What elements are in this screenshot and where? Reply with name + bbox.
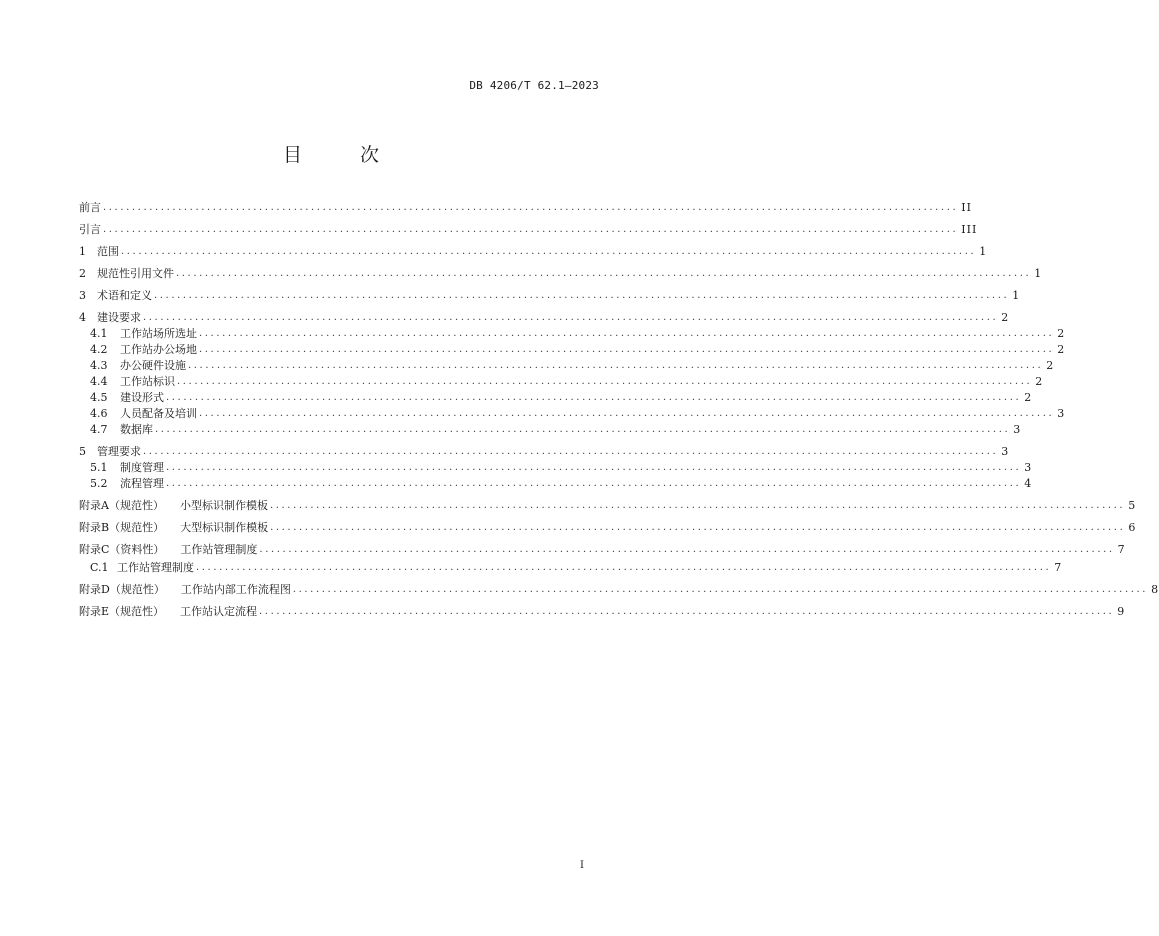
toc-leader-dots: .................................................................................................................................................... [121, 246, 977, 257]
toc-leader-dots: .................................................................................................................................................... [259, 544, 1115, 555]
toc-entry-number: 附录A（规范性） [79, 499, 164, 512]
toc-entry-label: 工作站办公场地 [120, 343, 197, 356]
toc-entry-4-3[interactable] [79, 359, 1055, 373]
toc-entry-page: 2 [1057, 343, 1066, 356]
toc-entry-label: 工作站场所选址 [120, 327, 197, 340]
toc-entry-label: 建设形式 [120, 391, 164, 404]
toc-entry-label: 人员配备及培训 [120, 407, 197, 420]
toc-entry-page: 8 [1151, 583, 1159, 596]
toc-leader-dots: .................................................................................................................................................... [154, 290, 1010, 301]
page-number: I [580, 860, 584, 871]
toc-entry-label: 工作站标识 [120, 375, 175, 388]
toc-leader-dots: .................................................................................................................................................... [166, 392, 1022, 403]
toc-entry-number: 5 [79, 445, 86, 458]
toc-entry-page: 5 [1128, 499, 1137, 512]
toc-entry-page: 9 [1117, 605, 1126, 618]
toc-entry-page: 7 [1117, 543, 1126, 556]
toc-leader-dots: .................................................................................................................................................... [199, 328, 1055, 339]
toc-entry-label: 工作站管理制度 [180, 543, 258, 556]
toc-entry-label: 工作站内部工作流程图 [180, 583, 291, 596]
toc-entry-label: 流程管理 [120, 477, 164, 490]
toc-entry-foreword[interactable] [79, 201, 972, 215]
toc-entry-page: 6 [1128, 521, 1137, 534]
toc-entry-appendix-b[interactable] [79, 521, 1137, 535]
toc-entry-page: 2 [1024, 391, 1033, 404]
toc-entry-number: 附录B（规范性） [79, 521, 165, 534]
toc-entry-label: 术语和定义 [97, 289, 152, 302]
toc-entry-4[interactable] [79, 311, 1010, 325]
toc-leader-dots: .................................................................................................................................................... [166, 478, 1022, 489]
toc-entry-2[interactable] [79, 267, 1043, 281]
toc-entry-number: 4.5 [90, 391, 108, 404]
toc-entry-number: 1 [79, 245, 86, 258]
toc-entry-number: 4.7 [90, 423, 108, 436]
toc-entry-number: 2 [79, 267, 86, 280]
toc-entry-page: 2 [1057, 327, 1066, 340]
toc-entry-page: II [961, 201, 972, 214]
toc-entry-appendix-e[interactable] [79, 605, 1126, 619]
toc-entry-introduction[interactable] [79, 223, 978, 237]
toc-entry-number: 5.1 [90, 461, 108, 474]
toc-entry-page: III [961, 223, 978, 236]
toc-leader-dots: .................................................................................................................................................... [155, 424, 1011, 435]
toc-leader-dots: .................................................................................................................................................... [199, 408, 1055, 419]
toc-entry-number: C.1 [90, 561, 109, 574]
toc-entry-label: 前言 [79, 201, 101, 214]
toc-entry-page: 4 [1024, 477, 1033, 490]
toc-leader-dots: .................................................................................................................................................... [269, 500, 1126, 511]
toc-entry-number: 4 [79, 311, 86, 324]
toc-entry-4-1[interactable] [79, 327, 1066, 341]
toc-entry-number: 附录C（资料性） [79, 543, 165, 556]
toc-leader-dots: .................................................................................................................................................... [103, 202, 959, 213]
toc-entry-number: 附录D（规范性） [79, 583, 165, 596]
toc-entry-number: 3 [79, 289, 86, 302]
toc-leader-dots: .................................................................................................................................................... [166, 462, 1022, 473]
toc-leader-dots: .................................................................................................................................................... [259, 606, 1115, 617]
toc-entry-page: 3 [1024, 461, 1033, 474]
toc-entry-page: 2 [1046, 359, 1055, 372]
toc-entry-4-2[interactable] [79, 343, 1066, 357]
toc-entry-c-1[interactable] [79, 561, 1063, 575]
toc-entry-5-2[interactable] [79, 477, 1033, 491]
toc-leader-dots: .................................................................................................................................................... [176, 268, 1032, 279]
toc-entry-number: 5.2 [90, 477, 108, 490]
toc-entry-label: 管理要求 [97, 445, 141, 458]
table-of-contents [79, 201, 1159, 619]
toc-leader-dots: .................................................................................................................................................... [196, 562, 1052, 573]
toc-leader-dots: .................................................................................................................................................... [188, 360, 1044, 371]
toc-entry-page: 2 [1001, 311, 1010, 324]
toc-entry-1[interactable] [79, 245, 988, 259]
toc-entry-page: 1 [979, 245, 988, 258]
toc-leader-dots: .................................................................................................................................................... [177, 376, 1033, 387]
toc-entry-page: 3 [1013, 423, 1022, 436]
toc-leader-dots: .................................................................................................................................................... [103, 224, 959, 235]
toc-entry-5-1[interactable] [79, 461, 1033, 475]
toc-entry-label: 工作站认定流程 [180, 605, 258, 618]
toc-entry-4-7[interactable] [79, 423, 1022, 437]
toc-entry-appendix-d[interactable] [79, 583, 1159, 597]
toc-title: 目 次 [282, 144, 406, 166]
toc-leader-dots: .................................................................................................................................................... [143, 312, 999, 323]
toc-entry-label: 小型标识制作模板 [179, 499, 268, 512]
toc-entry-label: 制度管理 [120, 461, 164, 474]
toc-entry-page: 7 [1054, 561, 1063, 574]
toc-entry-label: 建设要求 [97, 311, 141, 324]
toc-entry-appendix-c[interactable] [79, 543, 1126, 557]
toc-entry-label: 范围 [97, 245, 119, 258]
toc-entry-number: 4.6 [90, 407, 108, 420]
toc-leader-dots: .................................................................................................................................................... [199, 344, 1055, 355]
toc-leader-dots: .................................................................................................................................................... [143, 446, 999, 457]
toc-entry-label: 办公硬件设施 [120, 359, 186, 372]
toc-entry-number: 附录E（规范性） [79, 605, 165, 618]
toc-entry-label: 大型标识制作模板 [180, 521, 269, 534]
toc-entry-appendix-a[interactable] [79, 499, 1137, 513]
toc-entry-number: 4.3 [90, 359, 108, 372]
document-code: DB 4206/T 62.1—2023 [469, 79, 599, 92]
toc-entry-4-6[interactable] [79, 407, 1066, 421]
toc-entry-page: 1 [1012, 289, 1021, 302]
toc-entry-4-4[interactable] [79, 375, 1044, 389]
toc-entry-number: 4.4 [90, 375, 108, 388]
toc-entry-label: 数据库 [120, 423, 153, 436]
toc-entry-label: 引言 [79, 223, 101, 236]
toc-entry-4-5[interactable] [79, 391, 1033, 405]
toc-entry-label: 工作站管理制度 [117, 561, 194, 574]
toc-entry-label: 规范性引用文件 [97, 267, 174, 280]
toc-entry-page: 3 [1057, 407, 1066, 420]
toc-entry-3[interactable] [79, 289, 1021, 303]
toc-entry-number: 4.2 [90, 343, 108, 356]
toc-leader-dots: .................................................................................................................................................... [270, 522, 1126, 533]
toc-entry-number: 4.1 [90, 327, 108, 340]
toc-entry-page: 1 [1034, 267, 1043, 280]
toc-entry-page: 2 [1035, 375, 1044, 388]
toc-leader-dots: .................................................................................................................................................... [292, 584, 1149, 595]
toc-entry-5[interactable] [79, 445, 1010, 459]
toc-entry-page: 3 [1001, 445, 1010, 458]
